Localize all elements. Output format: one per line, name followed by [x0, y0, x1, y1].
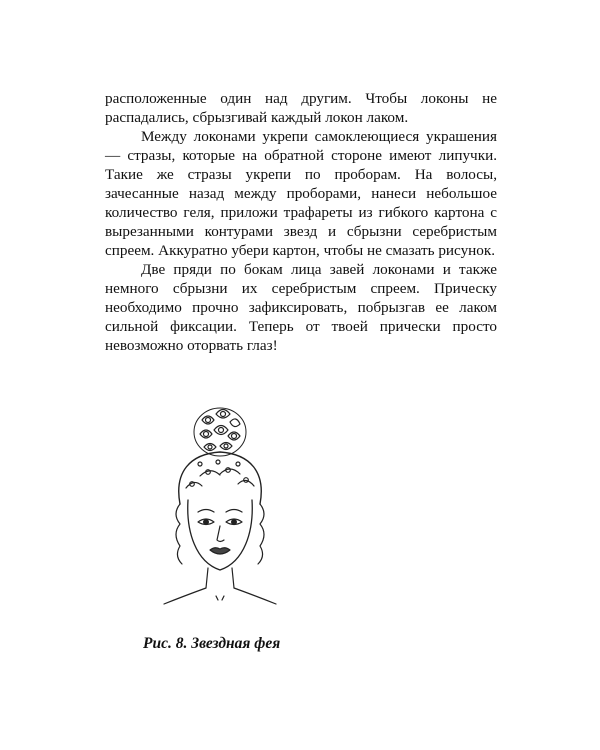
- lips: [210, 548, 230, 554]
- face-outline: [188, 500, 252, 570]
- hair-crown: [179, 452, 261, 504]
- body-text: [105, 89, 497, 355]
- hairstyle-illustration: [160, 392, 280, 622]
- right-eye: [226, 519, 242, 525]
- neck-shoulders: [164, 568, 276, 604]
- figure-caption: Рис. 8. Звездная фея: [143, 635, 281, 652]
- side-curls: [176, 504, 264, 564]
- nose: [217, 526, 224, 542]
- left-eyebrow: [198, 510, 214, 513]
- paragraph-rhinestones: Между локонами укрепи самоклеющиеся украшения — стразы, которые на обратной стороне имеют липучки. Такие же стразы укрепи по проборам. На волосы, зачесанные назад между проборами, нанеси небольшое количество геля, приложи трафареты из гибкого картона с вырезанными контурами звезд и сбрызни серебристым спреем. Аккуратно убери картон, чтобы не смазать рисунок.: [105, 128, 497, 259]
- face-with-updo-drawing: [160, 392, 280, 622]
- curl-bun: [194, 408, 246, 456]
- left-eye: [198, 519, 214, 525]
- paragraph-continuation: расположенные один над другим. Чтобы локоны не распадались, сбрызгивай каждый локон лаком.: [105, 90, 497, 126]
- right-eyebrow: [226, 510, 242, 513]
- paragraph-side-strands: Две пряди по бокам лица завей локонами и также немного сбрызни их серебристым спреем. Прическу необходимо прочно зафиксировать, побрызгав ее лаком сильной фиксации. Теперь от твоей прически просто невозможно оторвать глаз!: [105, 261, 497, 354]
